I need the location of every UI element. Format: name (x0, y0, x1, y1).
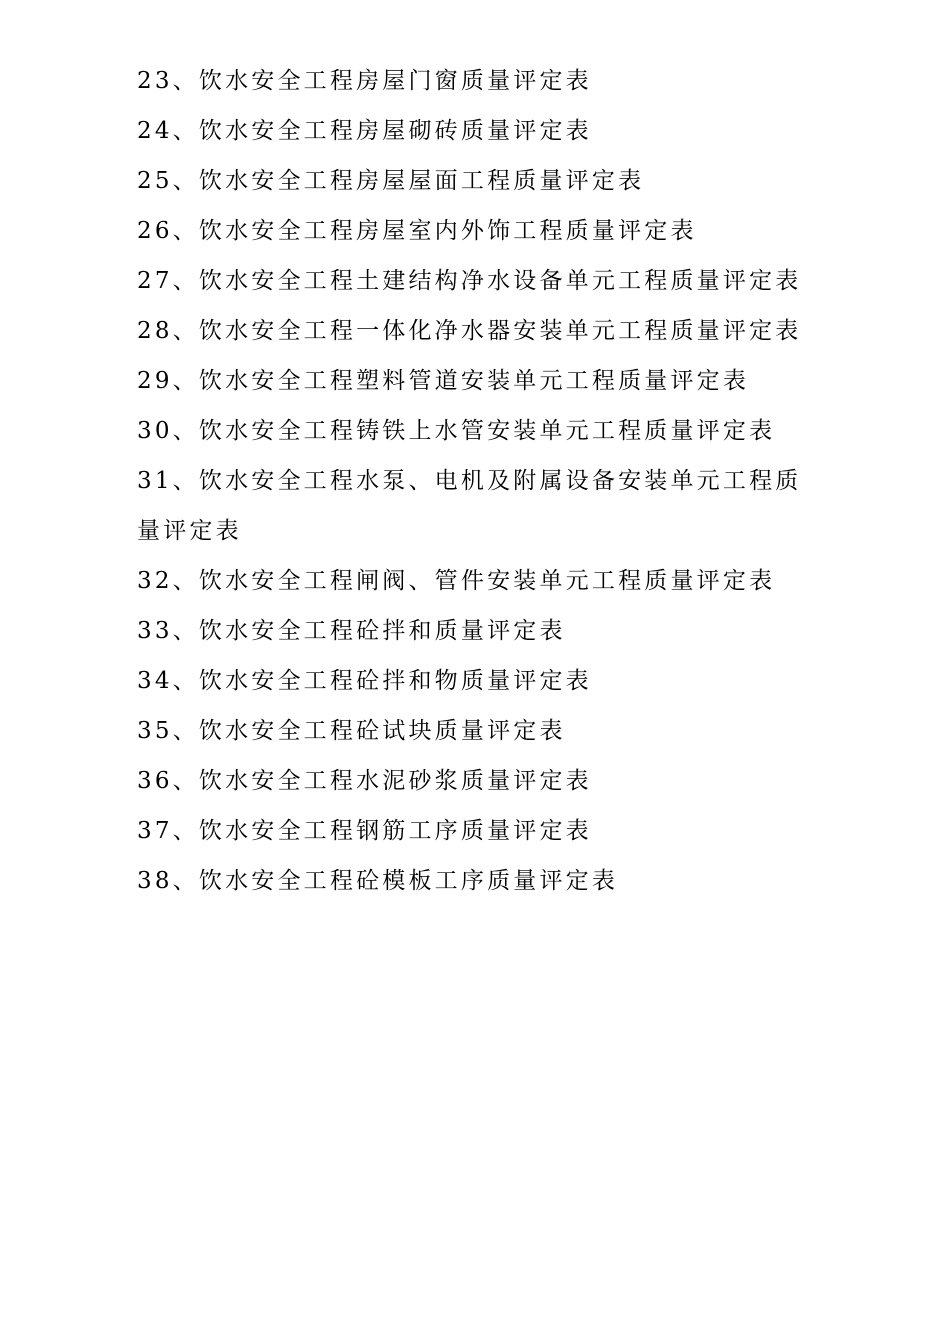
list-item: 25、饮水安全工程房屋屋面工程质量评定表 (137, 168, 645, 194)
list-item: 26、饮水安全工程房屋室内外饰工程质量评定表 (137, 218, 697, 244)
list-item: 27、饮水安全工程土建结构净水设备单元工程质量评定表 (137, 268, 802, 294)
list-item: 38、饮水安全工程砼模板工序质量评定表 (137, 868, 619, 894)
list-item: 28、饮水安全工程一体化净水器安装单元工程质量评定表 (137, 318, 802, 344)
list-item: 31、饮水安全工程水泵、电机及附属设备安装单元工程质量评定表 (137, 468, 802, 544)
list-item: 24、饮水安全工程房屋砌砖质量评定表 (137, 118, 592, 144)
list-item: 37、饮水安全工程钢筋工序质量评定表 (137, 818, 592, 844)
list-item: 34、饮水安全工程砼拌和物质量评定表 (137, 668, 592, 694)
list-item: 35、饮水安全工程砼试块质量评定表 (137, 718, 566, 744)
list-item: 36、饮水安全工程水泥砂浆质量评定表 (137, 768, 592, 794)
list-item: 32、饮水安全工程闸阀、管件安装单元工程质量评定表 (137, 568, 776, 594)
list-item: 29、饮水安全工程塑料管道安装单元工程质量评定表 (137, 368, 750, 394)
form-list (137, 56, 827, 906)
list-item: 23、饮水安全工程房屋门窗质量评定表 (137, 68, 592, 94)
list-item: 30、饮水安全工程铸铁上水管安装单元工程质量评定表 (137, 418, 776, 444)
list-item: 33、饮水安全工程砼拌和质量评定表 (137, 618, 566, 644)
